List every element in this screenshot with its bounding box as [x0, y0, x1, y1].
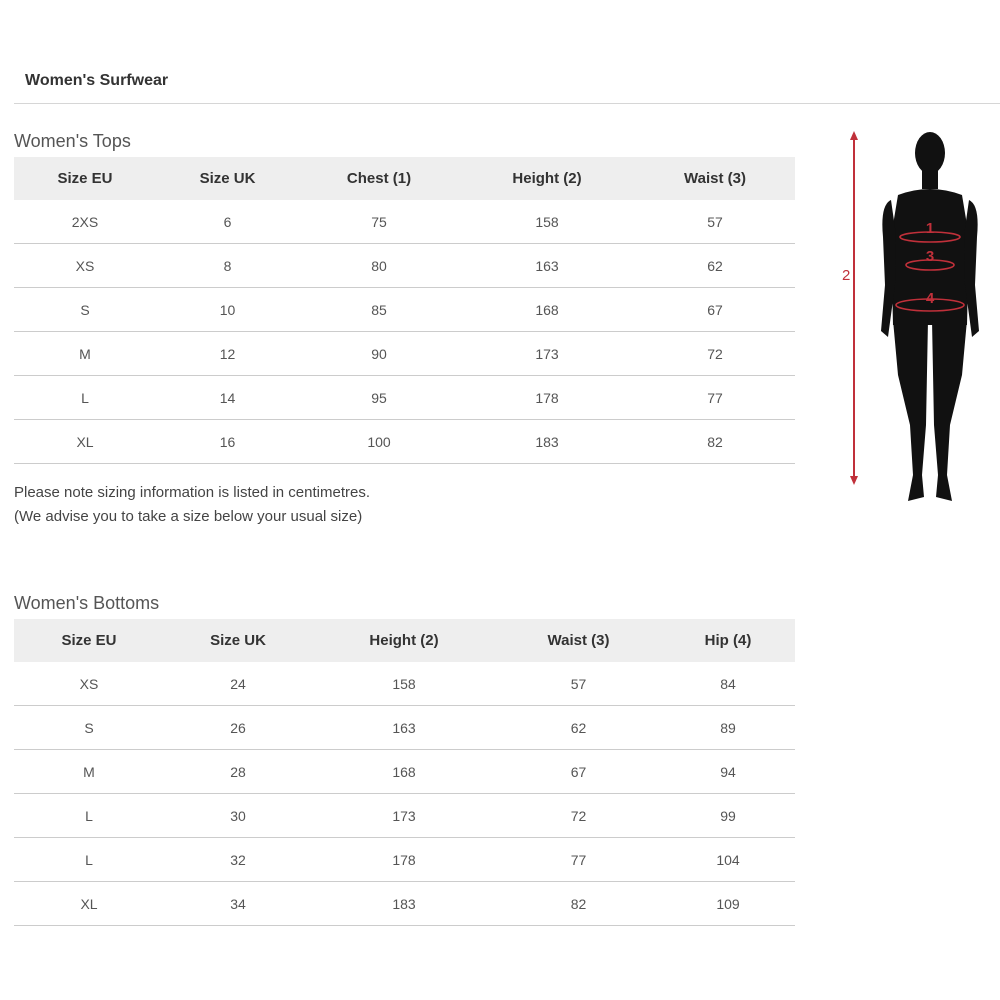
- table-row: [14, 794, 795, 838]
- table-cell: 34: [164, 882, 312, 926]
- table-cell: 57: [496, 662, 661, 706]
- table-cell: L: [14, 838, 164, 882]
- table-row: [14, 288, 795, 332]
- table-cell: 8: [156, 244, 299, 288]
- bottoms-section-title: Women's Bottoms: [14, 593, 160, 613]
- bottoms-size-table: [14, 619, 795, 926]
- table-cell: 178: [312, 838, 496, 882]
- table-cell: 26: [164, 706, 312, 750]
- bottoms-header-row: [14, 619, 795, 662]
- table-row: [14, 200, 795, 244]
- table-cell: 12: [156, 332, 299, 376]
- table-row: [14, 882, 795, 926]
- table-cell: XL: [14, 420, 156, 464]
- table-cell: M: [14, 750, 164, 794]
- table-cell: 72: [635, 332, 795, 376]
- table-cell: 14: [156, 376, 299, 420]
- table-cell: XL: [14, 882, 164, 926]
- table-row: [14, 420, 795, 464]
- table-cell: 85: [299, 288, 459, 332]
- column-header: Size UK: [156, 157, 299, 200]
- table-row: [14, 332, 795, 376]
- table-cell: 67: [635, 288, 795, 332]
- table-cell: 84: [661, 662, 795, 706]
- table-cell: 95: [299, 376, 459, 420]
- table-cell: 6: [156, 200, 299, 244]
- table-cell: 32: [164, 838, 312, 882]
- table-cell: L: [14, 794, 164, 838]
- table-cell: S: [14, 288, 156, 332]
- table-cell: 168: [459, 288, 635, 332]
- hip-measure-label: 4: [925, 290, 935, 307]
- table-cell: 89: [661, 706, 795, 750]
- table-cell: 2XS: [14, 200, 156, 244]
- table-cell: 82: [635, 420, 795, 464]
- table-cell: 75: [299, 200, 459, 244]
- table-cell: 16: [156, 420, 299, 464]
- table-cell: 90: [299, 332, 459, 376]
- column-header: Height (2): [459, 157, 635, 200]
- height-arrow: [850, 131, 858, 485]
- table-cell: 158: [459, 200, 635, 244]
- table-cell: 77: [635, 376, 795, 420]
- table-cell: XS: [14, 244, 156, 288]
- table-cell: 24: [164, 662, 312, 706]
- table-cell: 80: [299, 244, 459, 288]
- table-cell: 28: [164, 750, 312, 794]
- column-header: Height (2): [312, 619, 496, 662]
- table-cell: 77: [496, 838, 661, 882]
- table-cell: 30: [164, 794, 312, 838]
- page-title: Women's Surfwear: [25, 72, 169, 89]
- table-cell: 82: [496, 882, 661, 926]
- table-row: [14, 376, 795, 420]
- table-cell: 158: [312, 662, 496, 706]
- tops-size-table: [14, 157, 795, 464]
- table-cell: 57: [635, 200, 795, 244]
- measurement-figure: [830, 125, 990, 510]
- sizing-note-advice: (We advise you to take a size below your usual size): [14, 508, 363, 525]
- table-cell: 183: [312, 882, 496, 926]
- table-cell: 62: [635, 244, 795, 288]
- table-cell: S: [14, 706, 164, 750]
- column-header: Waist (3): [635, 157, 795, 200]
- table-cell: 183: [459, 420, 635, 464]
- column-header: Waist (3): [496, 619, 661, 662]
- table-cell: 109: [661, 882, 795, 926]
- table-cell: 178: [459, 376, 635, 420]
- chest-measure-label: 1: [925, 220, 935, 237]
- tops-section-title: Women's Tops: [14, 131, 131, 151]
- tops-header-row: [14, 157, 795, 200]
- table-row: [14, 244, 795, 288]
- sizing-note-units: Please note sizing information is listed in centimetres.: [14, 484, 371, 501]
- table-cell: 163: [312, 706, 496, 750]
- column-header: Chest (1): [299, 157, 459, 200]
- table-cell: M: [14, 332, 156, 376]
- table-cell: 163: [459, 244, 635, 288]
- table-cell: 173: [459, 332, 635, 376]
- table-cell: 104: [661, 838, 795, 882]
- column-header: Size EU: [14, 619, 164, 662]
- height-measure-label: 2: [842, 267, 851, 284]
- table-cell: 10: [156, 288, 299, 332]
- table-cell: 72: [496, 794, 661, 838]
- sizing-note: [14, 481, 370, 529]
- waist-measure-label: 3: [925, 248, 935, 265]
- table-cell: 173: [312, 794, 496, 838]
- table-cell: 94: [661, 750, 795, 794]
- table-cell: 67: [496, 750, 661, 794]
- table-cell: 168: [312, 750, 496, 794]
- table-cell: XS: [14, 662, 164, 706]
- title-divider: [14, 103, 1000, 104]
- table-row: [14, 706, 795, 750]
- table-cell: L: [14, 376, 156, 420]
- table-cell: 62: [496, 706, 661, 750]
- table-cell: 100: [299, 420, 459, 464]
- column-header: Hip (4): [661, 619, 795, 662]
- table-cell: 99: [661, 794, 795, 838]
- body-silhouette: [881, 132, 979, 501]
- column-header: Size UK: [164, 619, 312, 662]
- table-row: [14, 662, 795, 706]
- column-header: Size EU: [14, 157, 156, 200]
- table-row: [14, 838, 795, 882]
- table-row: [14, 750, 795, 794]
